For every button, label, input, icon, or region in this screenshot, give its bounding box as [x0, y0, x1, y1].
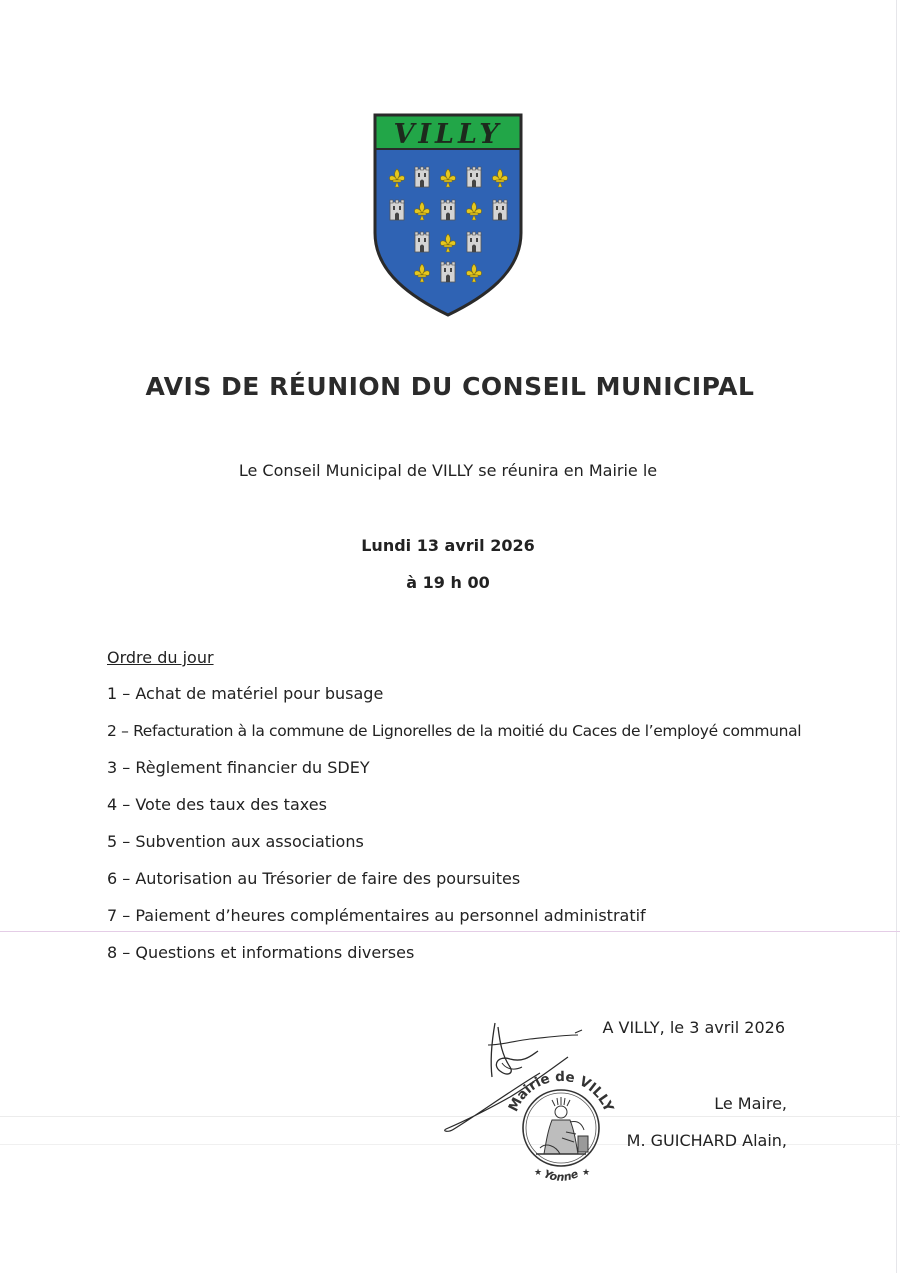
page-title: AVIS DE RÉUNION DU CONSEIL MUNICIPAL — [145, 372, 755, 401]
tower-icon — [415, 232, 429, 252]
town-hall-stamp — [500, 1062, 622, 1186]
agenda-item: 6 – Autorisation au Trésorier de faire des poursuites — [107, 869, 521, 888]
page-edge — [896, 0, 897, 1273]
agenda-list — [107, 683, 801, 979]
stamp-bottom-text: Yonne — [541, 1167, 581, 1184]
mayor-title: Le Maire, — [714, 1094, 787, 1113]
tower-icon — [415, 167, 429, 187]
place-and-date: A VILLY, le 3 avril 2026 — [602, 1018, 785, 1037]
meeting-date: Lundi 13 avril 2026 — [361, 536, 535, 555]
star-icon: ★ — [534, 1168, 543, 1178]
agenda-item: 5 – Subvention aux associations — [107, 832, 364, 851]
star-icon: ★ — [582, 1168, 591, 1178]
stamp-top-text: Mairie de VILLY — [505, 1068, 617, 1115]
meeting-intro: Le Conseil Municipal de VILLY se réunira en Mairie le — [238, 461, 658, 480]
meeting-time: à 19 h 00 — [406, 573, 490, 592]
agenda-item: 3 – Règlement financier du SDEY — [107, 758, 370, 777]
marianne-emblem-icon — [536, 1097, 588, 1154]
tower-icon — [467, 232, 481, 252]
mayor-name: M. GUICHARD Alain, — [626, 1131, 787, 1150]
agenda-item: 1 – Achat de matériel pour busage — [107, 684, 384, 703]
tower-icon — [493, 200, 507, 220]
agenda-item: 4 – Vote des taux des taxes — [107, 795, 327, 814]
crest-banner-text: VILLY — [393, 119, 503, 150]
tower-icon — [390, 200, 404, 220]
agenda-item: 8 – Questions et informations diverses — [107, 943, 415, 962]
tower-icon — [467, 167, 481, 187]
village-coat-of-arms — [373, 113, 523, 317]
agenda-heading: Ordre du jour — [107, 648, 214, 667]
agenda-item: 7 – Paiement d’heures complémentaires au personnel administratif — [107, 906, 646, 925]
agenda-item: 2 – Refacturation à la commune de Lignorelles de la moitié du Caces de l’employé communal — [107, 722, 802, 740]
tower-icon — [441, 262, 455, 282]
tower-icon — [441, 200, 455, 220]
